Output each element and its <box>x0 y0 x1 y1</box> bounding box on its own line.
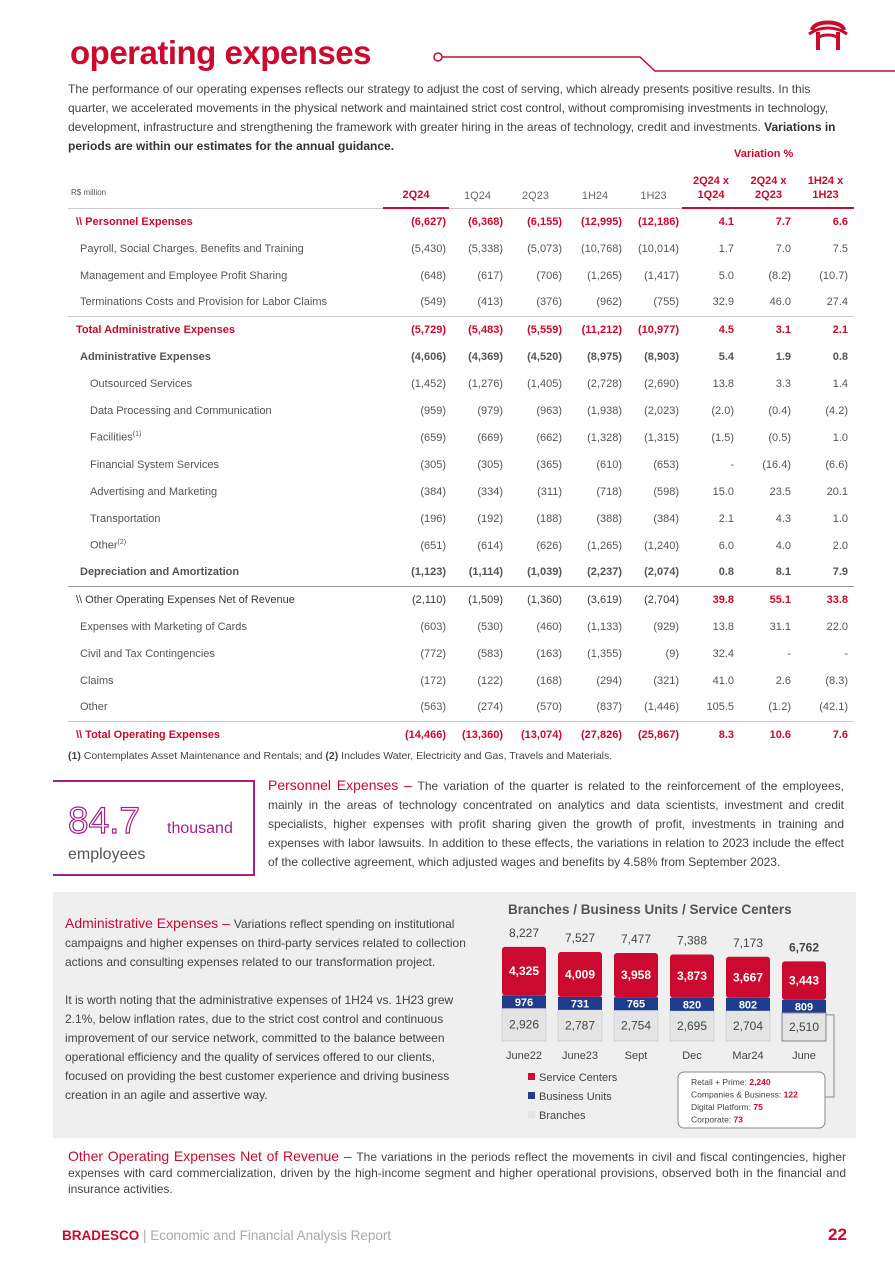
table-row <box>68 343 854 370</box>
row-value: 10.6 <box>740 721 797 748</box>
label-business-units: 809 <box>794 1001 814 1014</box>
label-total: 7,477 <box>620 931 652 946</box>
callout-line: Companies & Business: 122 <box>691 1089 798 1100</box>
row-value: 41.0 <box>712 674 734 687</box>
row-value: (5,729) <box>383 316 449 343</box>
row-value: (388) <box>596 512 622 525</box>
row-value: (653) <box>653 458 679 471</box>
row-value: (2,690) <box>644 377 679 390</box>
row-value: (10.7) <box>819 269 848 282</box>
row-value: (6,368) <box>449 208 506 235</box>
label-business-units: 731 <box>570 998 590 1011</box>
row-value: (188) <box>536 512 562 525</box>
intro-paragraph: The performance of our operating expenses reflects our strategy to adjust the cost of serving, which already presents positive results. In this quarter, we accelerated movements in the physical network and maintained strict cost control, without compromising investments in technology, development, infrastructure and strengthening the framework with greater hiring in the areas of technology, credit and investments. Variations in periods are within our estimates for the annual guidance. <box>68 82 836 153</box>
other-operating-paragraph: Other Operating Expenses Net of Revenue – The variations in the periods reflect the movements in civil and fiscal contingencies, higher expenses with card commercialization, driven by the high-income segment and higher operational provisions, observed both in the financial and insurance activities. <box>68 1148 846 1196</box>
row-value: (305) <box>420 458 446 471</box>
row-value: 22.0 <box>826 620 848 633</box>
row-label: Depreciation and Amortization <box>80 566 240 579</box>
row-value: (5,338) <box>468 242 503 255</box>
row-value: (294) <box>596 674 622 687</box>
label-service-centers: 4,325 <box>508 964 540 979</box>
row-label: Other <box>80 701 108 714</box>
row-label: Claims <box>80 674 114 687</box>
row-value: (1,114) <box>468 566 503 579</box>
row-value: (192) <box>477 512 503 525</box>
label-business-units: 820 <box>682 999 702 1012</box>
table-row <box>68 208 854 235</box>
row-value: (570) <box>536 701 562 714</box>
row-value: - <box>844 647 848 660</box>
table-row <box>68 316 854 343</box>
row-value: (376) <box>536 296 562 309</box>
row-value: (979) <box>477 404 503 417</box>
row-value: 13.8 <box>712 377 734 390</box>
row-value: 1.4 <box>832 377 848 390</box>
row-value: 7.9 <box>832 566 848 579</box>
personnel-expenses-paragraph: Personnel Expenses – The variation of the quarter is related to the reinforcement of the employees, mainly in the areas of technology concentrated on analytics and data scientists, investment and credit specialists, higher expenses with profit sharing given the growth of profit, investments in training and expenses with labor lawsuits. In addition to these effects, the variations in relation to 2023 include the effect of the collective agreement, which adjusted wages and benefits by 4.58% from September 2023. <box>268 777 844 869</box>
row-value: (1.5) <box>711 431 734 444</box>
employees-label: employees <box>68 846 146 863</box>
row-value: (0.4) <box>768 404 791 417</box>
col-header: 1H24 <box>581 189 609 202</box>
label-total: 6,762 <box>788 940 820 955</box>
row-value: (1,276) <box>468 377 503 390</box>
row-value: 6.0 <box>718 539 734 552</box>
row-value: (2.0) <box>711 404 734 417</box>
row-value: 7.0 <box>775 242 791 255</box>
row-value: (196) <box>420 512 446 525</box>
row-value: (614) <box>477 539 503 552</box>
callout-line: Corporate: 73 <box>691 1114 743 1125</box>
label-branches: 2,754 <box>620 1018 652 1033</box>
row-value: (1,509) <box>449 586 506 613</box>
table-row <box>68 370 854 397</box>
row-value: 39.8 <box>682 586 740 613</box>
row-value: 2.0 <box>832 539 848 552</box>
row-value: (9) <box>665 647 679 660</box>
row-value: (2,237) <box>587 566 622 579</box>
unit-label: R$ million <box>71 187 107 197</box>
table-row <box>68 640 854 667</box>
row-value: 7.7 <box>740 208 797 235</box>
row-value: (1,123) <box>411 566 446 579</box>
row-value: (718) <box>596 485 622 498</box>
row-value: (1,265) <box>587 539 622 552</box>
row-value: (10,977) <box>625 316 682 343</box>
legend-swatch <box>528 1073 535 1080</box>
row-value: (598) <box>653 485 679 498</box>
row-value: (13,074) <box>506 721 565 748</box>
legend-item: Business Units <box>539 1091 612 1103</box>
x-tick-label: June22 <box>505 1050 543 1062</box>
row-value: (837) <box>596 701 622 714</box>
row-value: (959) <box>420 404 446 417</box>
row-value: (1,039) <box>527 566 562 579</box>
row-value: 20.1 <box>826 485 848 498</box>
row-value: (321) <box>653 674 679 687</box>
row-value: (610) <box>596 458 622 471</box>
row-value: (2,728) <box>587 377 622 390</box>
table-row <box>68 262 854 289</box>
table-row <box>68 694 854 721</box>
row-value: 46.0 <box>769 296 791 309</box>
row-value: (662) <box>536 431 562 444</box>
row-label: Payroll, Social Charges, Benefits and Training <box>80 242 304 255</box>
row-value: 32.9 <box>712 296 734 309</box>
row-value: (8.3) <box>825 674 848 687</box>
row-value: 8.3 <box>682 721 740 748</box>
row-value: (25,867) <box>625 721 682 748</box>
row-label: Financial System Services <box>90 458 219 471</box>
row-value: (1,355) <box>587 647 622 660</box>
row-value: 32.4 <box>712 647 734 660</box>
row-label: Advertising and Marketing <box>90 485 218 498</box>
col-header: 1H24 x 1H23 <box>797 168 854 208</box>
row-value: 1.0 <box>832 431 848 444</box>
label-business-units: 802 <box>738 999 758 1012</box>
row-label: Other$^{(2)}$ <box>90 539 127 552</box>
table-row <box>68 613 854 640</box>
row-value: (4,520) <box>527 350 562 363</box>
row-value: (1,265) <box>587 269 622 282</box>
table-row <box>68 478 854 505</box>
row-value: 5.4 <box>718 350 734 363</box>
row-value: (384) <box>420 485 446 498</box>
row-value: (274) <box>477 701 503 714</box>
row-value: 27.4 <box>826 296 848 309</box>
row-value: 5.0 <box>718 269 734 282</box>
table-row <box>68 505 854 532</box>
row-label: Transportation <box>90 512 161 525</box>
row-label: Administrative Expenses <box>80 350 211 363</box>
row-value: 2.1 <box>797 316 854 343</box>
row-value: (163) <box>536 647 562 660</box>
row-value: (530) <box>477 620 503 633</box>
col-header: 1H23 <box>640 189 667 202</box>
employees-unit: thousand <box>167 820 233 837</box>
row-value: (1,938) <box>587 404 622 417</box>
employees-number: 84.7 <box>68 800 141 841</box>
row-value: (5,073) <box>527 242 562 255</box>
row-value: 3.3 <box>775 377 791 390</box>
table-row <box>68 289 854 316</box>
row-value: (1,417) <box>644 269 679 282</box>
row-value: (2,704) <box>625 586 682 613</box>
row-value: 2.6 <box>775 674 791 687</box>
row-value: 1.9 <box>775 350 791 363</box>
row-value: - <box>730 458 734 471</box>
row-value: (384) <box>653 512 679 525</box>
row-value: 3.1 <box>740 316 797 343</box>
row-value: (1.2) <box>768 701 791 714</box>
row-label: \\ Other Operating Expenses Net of Revenue <box>68 586 383 613</box>
row-value: 1.0 <box>832 512 848 525</box>
admin-heading: Administrative Expenses – <box>65 915 234 931</box>
row-label: Management and Employee Profit Sharing <box>80 269 288 282</box>
row-value: (13,360) <box>449 721 506 748</box>
row-value: (3,619) <box>565 586 625 613</box>
row-value: (8.2) <box>768 269 791 282</box>
row-value: (4,369) <box>468 350 503 363</box>
row-value: 0.8 <box>832 350 848 363</box>
table-row <box>68 235 854 262</box>
label-total: 8,227 <box>508 925 540 940</box>
row-value: (772) <box>420 647 446 660</box>
legend-swatch <box>528 1111 535 1118</box>
label-business-units: 765 <box>626 998 646 1011</box>
row-value: (10,768) <box>581 242 622 255</box>
row-label: Civil and Tax Contingencies <box>80 647 215 660</box>
row-label: \\ Total Operating Expenses <box>68 721 383 748</box>
table-row <box>68 667 854 694</box>
variation-label: Variation % <box>734 148 794 160</box>
row-value: (11,212) <box>565 316 625 343</box>
page-number: 22 <box>828 1225 847 1244</box>
branches-stacked-bar-chart <box>490 925 850 1135</box>
col-header: 2Q24 <box>383 168 449 208</box>
row-value: (168) <box>536 674 562 687</box>
table-body <box>68 208 854 748</box>
row-value: 31.1 <box>769 620 791 633</box>
row-value: - <box>787 647 791 660</box>
row-label: Total Administrative Expenses <box>68 316 383 343</box>
label-service-centers: 4,009 <box>564 967 596 982</box>
table-row <box>68 532 854 559</box>
row-value: (42.1) <box>819 701 848 714</box>
row-value: (583) <box>477 647 503 660</box>
row-value: (669) <box>477 431 503 444</box>
row-value: (1,360) <box>506 586 565 613</box>
label-business-units: 976 <box>514 996 534 1009</box>
x-tick-label: Mar24 <box>732 1050 764 1062</box>
table-row <box>68 397 854 424</box>
table-row <box>68 586 854 613</box>
row-value: (6.6) <box>825 458 848 471</box>
row-value: (5,430) <box>411 242 446 255</box>
row-value: (603) <box>420 620 446 633</box>
row-value: (2,023) <box>644 404 679 417</box>
page-title: operating expenses <box>70 34 371 71</box>
row-value: (27,826) <box>565 721 625 748</box>
label-branches: 2,787 <box>564 1018 596 1033</box>
table-row <box>68 424 854 451</box>
row-value: 33.8 <box>797 586 854 613</box>
row-value: 4.3 <box>775 512 791 525</box>
row-value: 4.1 <box>682 208 740 235</box>
row-value: (6,627) <box>383 208 449 235</box>
legend-item: Service Centers <box>539 1072 618 1084</box>
row-value: (659) <box>420 431 446 444</box>
row-value: (16.4) <box>762 458 791 471</box>
other-heading: Other Operating Expenses Net of Revenue – <box>68 1148 357 1164</box>
row-value: 0.8 <box>718 566 734 579</box>
row-value: (1,452) <box>411 377 446 390</box>
row-value: (549) <box>420 296 446 309</box>
table-row <box>68 721 854 748</box>
row-value: (460) <box>536 620 562 633</box>
row-label: Terminations Costs and Provision for Labor Claims <box>80 296 327 309</box>
row-value: (5,483) <box>449 316 506 343</box>
row-value: 15.0 <box>712 485 734 498</box>
row-value: (334) <box>477 485 503 498</box>
row-value: (563) <box>420 701 446 714</box>
col-header: 1Q24 <box>464 189 491 202</box>
row-value: (1,328) <box>587 431 622 444</box>
row-value: (2,110) <box>383 586 449 613</box>
footer-brand: BRADESCO | Economic and Financial Analysis Report <box>62 1228 392 1243</box>
row-value: (706) <box>536 269 562 282</box>
legend-item: Branches <box>539 1110 586 1122</box>
row-value: 8.1 <box>775 566 791 579</box>
row-label: Data Processing and Communication <box>90 404 272 417</box>
label-total: 7,173 <box>732 935 764 950</box>
row-value: 105.5 <box>706 701 734 714</box>
x-tick-label: Dec <box>682 1050 702 1062</box>
chart-title: Branches / Business Units / Service Centers <box>508 902 792 917</box>
bradesco-logo-icon <box>806 16 850 54</box>
table-row <box>68 559 854 586</box>
row-value: 55.1 <box>740 586 797 613</box>
label-branches: 2,704 <box>732 1018 764 1033</box>
row-value: 7.6 <box>797 721 854 748</box>
row-value: 2.1 <box>718 512 734 525</box>
row-value: (963) <box>536 404 562 417</box>
col-header: 2Q24 x 1Q24 <box>682 168 740 208</box>
row-value: (755) <box>653 296 679 309</box>
row-value: (0.5) <box>768 431 791 444</box>
row-value: 4.5 <box>682 316 740 343</box>
row-value: (1,315) <box>644 431 679 444</box>
row-value: (1,446) <box>644 701 679 714</box>
label-total: 7,527 <box>564 931 596 946</box>
col-header: 2Q23 <box>522 189 549 202</box>
row-value: (12,995) <box>565 208 625 235</box>
admin-expenses-text: Administrative Expenses – Variations reflect spending on institutional campaigns and higher expenses on third-party services related to collection actions and consulting expenses related to our transformation project. It is worth noting that the administrative expenses of 1H24 vs. 1H23 grew 2.1%, below inflation rates, due to the strict cost control and continuous improvement of our service network, committed to the balance between operational efficiency and the quality of services offered to our clients, focused on providing the best customer experience and driving business creation in an agile and assertive way. <box>65 915 466 1102</box>
row-value: 4.0 <box>775 539 791 552</box>
x-tick-label: June <box>792 1050 816 1062</box>
row-value: (648) <box>420 269 446 282</box>
operating-expenses-table <box>68 168 854 748</box>
row-value: (4.2) <box>825 404 848 417</box>
row-value: (6,155) <box>506 208 565 235</box>
row-value: (10,014) <box>638 242 679 255</box>
table-header-row <box>68 168 854 208</box>
row-label: Facilities$^{(1)}$ <box>90 431 142 444</box>
label-total: 7,388 <box>676 933 708 948</box>
table-footnote: (1) Contemplates Asset Maintenance and Rentals; and (2) Includes Water, Electricity and Gas, Travels and Materials. <box>68 750 613 762</box>
label-service-centers: 3,443 <box>788 973 820 988</box>
row-label: Expenses with Marketing of Cards <box>80 620 247 633</box>
row-value: (1,240) <box>644 539 679 552</box>
row-value: (929) <box>653 620 679 633</box>
row-value: (172) <box>420 674 446 687</box>
row-value: (1,405) <box>527 377 562 390</box>
label-service-centers: 3,667 <box>732 970 764 985</box>
row-value: (305) <box>477 458 503 471</box>
row-value: 7.5 <box>832 242 848 255</box>
callout-line: Digital Platform: 75 <box>691 1102 763 1112</box>
row-label: \\ Personnel Expenses <box>68 208 383 235</box>
x-tick-label: Sept <box>624 1050 648 1062</box>
row-value: (2,074) <box>644 566 679 579</box>
row-value: (5,559) <box>506 316 565 343</box>
label-service-centers: 3,873 <box>676 969 708 984</box>
row-value: (617) <box>477 269 503 282</box>
col-header: 2Q24 x 2Q23 <box>740 168 797 208</box>
table-row <box>68 451 854 478</box>
row-value: (413) <box>477 296 503 309</box>
row-value: (8,903) <box>644 350 679 363</box>
row-value: 1.7 <box>718 242 734 255</box>
row-value: (962) <box>596 296 622 309</box>
x-tick-label: June23 <box>561 1050 599 1062</box>
label-branches: 2,695 <box>676 1018 708 1033</box>
row-value: 23.5 <box>769 485 791 498</box>
row-value: (14,466) <box>383 721 449 748</box>
row-value: (1,133) <box>587 620 622 633</box>
row-value: (4,606) <box>411 350 446 363</box>
callout-line: Retail + Prime: 2,240 <box>691 1077 771 1087</box>
row-value: (8,975) <box>587 350 622 363</box>
row-value: 13.8 <box>712 620 734 633</box>
row-value: (365) <box>536 458 562 471</box>
row-value: (12,186) <box>625 208 682 235</box>
row-value: (651) <box>420 539 446 552</box>
row-value: 6.6 <box>797 208 854 235</box>
label-service-centers: 3,958 <box>620 968 652 983</box>
row-value: (122) <box>477 674 503 687</box>
legend-swatch <box>528 1092 535 1099</box>
row-label: Outsourced Services <box>90 377 193 390</box>
row-value: (311) <box>537 485 562 498</box>
label-branches: 2,926 <box>508 1017 540 1032</box>
personnel-heading: Personnel Expenses – <box>268 777 418 793</box>
row-value: (626) <box>536 539 562 552</box>
label-branches: 2,510 <box>788 1019 820 1034</box>
employees-box-top-border <box>53 780 255 782</box>
